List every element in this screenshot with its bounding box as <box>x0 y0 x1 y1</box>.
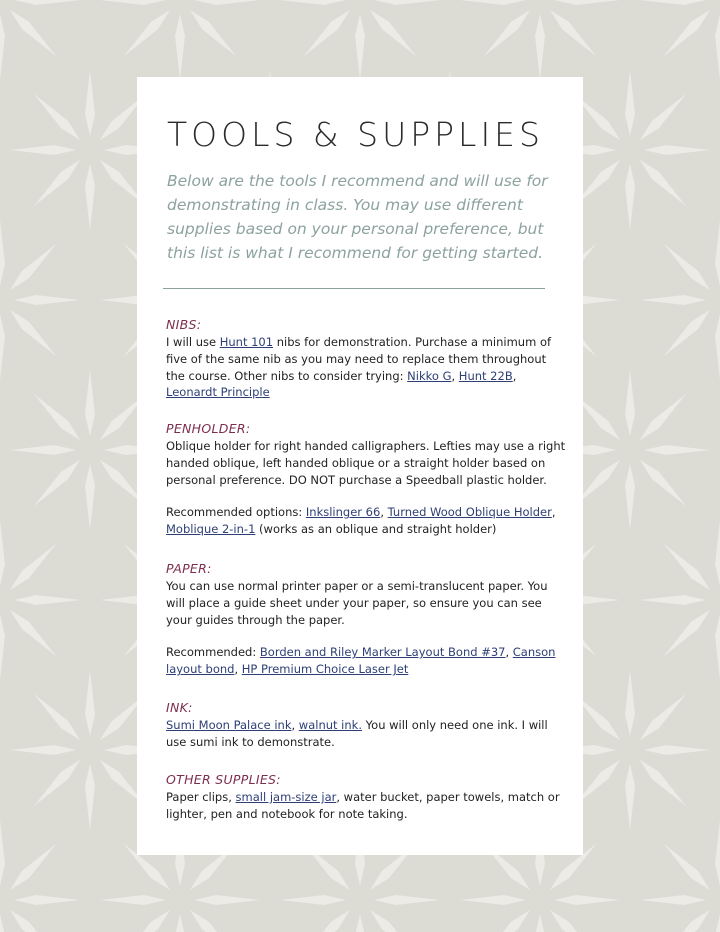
ink-paragraph <box>166 717 566 751</box>
page-title: TOOLS & SUPPLIES <box>167 115 544 154</box>
paper-paragraph: You can use normal printer paper or a semi-translucent paper. You will place a guide sheet under your paper, so ensure you can see your guides through the paper. <box>166 579 548 627</box>
text-run: nibs for demonstration. Purchase a minimum of five of the same nib as you may need to replace them throughout the course. Other nibs to consider trying: <box>166 335 552 383</box>
section-ink <box>166 700 566 751</box>
paper-recommended <box>166 644 566 678</box>
link-inkslinger-66[interactable]: Inkslinger 66 <box>305 505 381 520</box>
section-heading-penholder: PENHOLDER: <box>166 421 251 436</box>
link-moblique-2-in-1[interactable]: Moblique 2-in-1 <box>166 522 256 537</box>
link-hunt-101[interactable]: Hunt 101 <box>219 335 274 349</box>
section-other-supplies <box>166 772 566 823</box>
separator: , <box>234 662 242 677</box>
text-run: Recommended: <box>166 645 260 660</box>
separator: , <box>551 505 556 520</box>
penholder-recommended <box>166 504 566 538</box>
text-run: (works as an oblique and straight holder) <box>255 522 497 537</box>
separator: , <box>512 368 517 383</box>
link-walnut-ink[interactable]: walnut ink. <box>298 718 362 732</box>
link-nikko-g[interactable]: Nikko G <box>407 368 452 383</box>
text-run: Paper clips, <box>166 790 236 804</box>
other-supplies-paragraph <box>166 789 566 823</box>
link-leonardt-principle[interactable]: Leonardt Principle <box>166 385 270 400</box>
supplies-card <box>137 77 583 855</box>
link-sumi-moon-palace-ink[interactable]: Sumi Moon Palace ink <box>166 718 292 732</box>
link-small-jam-size-jar[interactable]: small jam-size jar <box>235 790 337 804</box>
section-paper <box>166 561 566 678</box>
separator: , <box>380 505 388 520</box>
penholder-paragraph: Oblique holder for right handed calligraphers. Lefties may use a right handed oblique, left handed oblique or a straight holder based on personal preference. DO NOT purchase a Speedball plastic holder. <box>166 439 566 487</box>
section-heading-other-supplies: OTHER SUPPLIES: <box>166 772 281 787</box>
text-run: I will use <box>166 335 220 349</box>
separator: , <box>451 368 459 383</box>
intro-text: Below are the tools I recommend and will use for demonstrating in class. You may use different supplies based on your personal preference, but this list is what I recommend for getting started. <box>167 172 548 262</box>
link-canson-layout-bond[interactable]: Canson layout bond <box>166 645 556 677</box>
nibs-paragraph <box>166 334 566 401</box>
divider <box>163 288 545 289</box>
link-hp-premium-choice[interactable]: HP Premium Choice Laser Jet <box>241 662 409 677</box>
link-turned-wood-oblique-holder[interactable]: Turned Wood Oblique Holder <box>387 505 552 520</box>
separator: , <box>291 718 299 732</box>
text-run: , water bucket, paper towels, match or lighter, pen and notebook for note taking. <box>166 790 560 821</box>
section-heading-ink: INK: <box>166 700 193 715</box>
link-hunt-22b[interactable]: Hunt 22B <box>458 368 513 383</box>
text-run: You will only need one ink. I will use sumi ink to demonstrate. <box>166 718 548 749</box>
separator: , <box>505 645 513 660</box>
section-penholder <box>166 421 566 538</box>
section-heading-paper: PAPER: <box>166 561 212 576</box>
text-run: Recommended options: <box>166 505 306 520</box>
section-heading-nibs: NIBS: <box>166 317 202 332</box>
section-nibs <box>166 317 566 401</box>
link-borden-and-riley[interactable]: Borden and Riley Marker Layout Bond #37 <box>259 645 506 660</box>
